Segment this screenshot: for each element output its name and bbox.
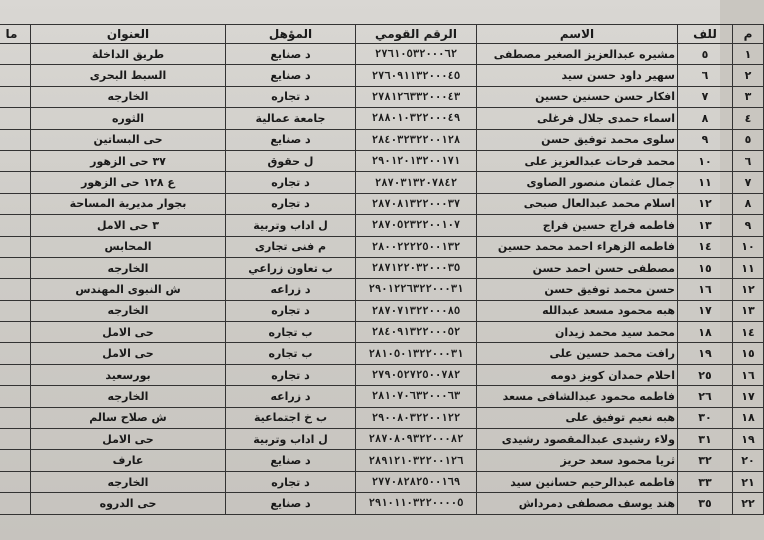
file-number-cell: ١٠: [678, 150, 733, 171]
national-id-cell: ٢٨١٠٧٠٦٣٢٠٠٠٦٣: [356, 386, 477, 407]
name-cell: مصطفى حسن احمد حسن: [477, 257, 678, 278]
file-number-cell: ١١: [678, 172, 733, 193]
qualification-cell: ب تعاون زراعي: [226, 257, 356, 278]
qualification-cell: جامعة عمالية: [226, 108, 356, 129]
name-cell: هند يوسف مصطفى دمرداش: [477, 493, 678, 514]
name-cell: احلام حمدان كويز دومه: [477, 364, 678, 385]
name-cell: سهير داود حسن سيد: [477, 65, 678, 86]
table-row: [0, 343, 764, 364]
name-cell: هبه محمود مسعد عبدالله: [477, 300, 678, 321]
extra-cell: [0, 172, 31, 193]
file-number-cell: ٧: [678, 86, 733, 107]
extra-cell: [0, 493, 31, 514]
extra-cell: [0, 129, 31, 150]
row-number-cell: ١٥: [733, 343, 764, 364]
national-id-cell: ٢٨٧٠٨١٣٢٢٠٠٠٣٧: [356, 193, 477, 214]
national-id-cell: ٢٩٠١٢٠١٣٢٠٠١٧١: [356, 150, 477, 171]
table-row: [0, 429, 764, 450]
table-row: [0, 450, 764, 471]
address-cell: الخارجه: [31, 386, 226, 407]
file-number-cell: ٣٠: [678, 407, 733, 428]
address-cell: الثوره: [31, 108, 226, 129]
table-row: [0, 279, 764, 300]
table-row: [0, 172, 764, 193]
qualification-cell: د تجاره: [226, 172, 356, 193]
national-id-cell: ٢٨٤٠٣٢٣٢٢٠٠١٢٨: [356, 129, 477, 150]
row-number-cell: ٢: [733, 65, 764, 86]
address-cell: الخارجه: [31, 471, 226, 492]
file-number-cell: ١٤: [678, 236, 733, 257]
header-national-id: الرقم القومي: [356, 25, 477, 44]
national-id-cell: ٢٨٤٠٩١٣٢٢٠٠٠٥٢: [356, 322, 477, 343]
header-number: م: [733, 25, 764, 44]
extra-cell: [0, 364, 31, 385]
address-cell: حى الامل: [31, 343, 226, 364]
name-cell: سلوى محمد توفيق حسن: [477, 129, 678, 150]
national-id-cell: ٢٩١٠١١٠٣٢٢٠٠٠٠٥: [356, 493, 477, 514]
row-number-cell: ٩: [733, 215, 764, 236]
extra-cell: [0, 450, 31, 471]
table-row: [0, 386, 764, 407]
row-number-cell: ٤: [733, 108, 764, 129]
qualification-cell: د تجاره: [226, 86, 356, 107]
header-name: الاسم: [477, 25, 678, 44]
national-id-cell: ٢٧٦٠٩١١٣٢٠٠٠٤٥: [356, 65, 477, 86]
extra-cell: [0, 193, 31, 214]
row-number-cell: ٨: [733, 193, 764, 214]
extra-cell: [0, 257, 31, 278]
national-id-cell: ٢٧٩٠٥٢٧٢٥٠٠٧٨٢: [356, 364, 477, 385]
address-cell: بجوار مديرية المساحة: [31, 193, 226, 214]
address-cell: المحابس: [31, 236, 226, 257]
file-number-cell: ٣٥: [678, 493, 733, 514]
qualification-cell: ب تجاره: [226, 343, 356, 364]
row-number-cell: ٢٢: [733, 493, 764, 514]
qualification-cell: ب خ اجتماعية: [226, 407, 356, 428]
employee-table: [0, 24, 764, 515]
qualification-cell: د تجاره: [226, 193, 356, 214]
name-cell: فاطمه فراج حسين فراج: [477, 215, 678, 236]
table-row: [0, 407, 764, 428]
national-id-cell: ٢٧٧٠٨٢٨٢٥٠٠١٦٩: [356, 471, 477, 492]
qualification-cell: د صنايع: [226, 493, 356, 514]
national-id-cell: ٢٨٧٠٣١٣٢٠٧٨٤٢: [356, 172, 477, 193]
row-number-cell: ١١: [733, 257, 764, 278]
extra-cell: [0, 300, 31, 321]
address-cell: عارف: [31, 450, 226, 471]
table-row: [0, 44, 764, 65]
address-cell: الخارجه: [31, 86, 226, 107]
name-cell: فاطمه عبدالرحيم حسانين سيد: [477, 471, 678, 492]
qualification-cell: د صنايع: [226, 44, 356, 65]
file-number-cell: ١٢: [678, 193, 733, 214]
extra-cell: [0, 44, 31, 65]
national-id-cell: ٢٧٦١٠٥٣٢٠٠٠٦٢: [356, 44, 477, 65]
table-row: [0, 322, 764, 343]
extra-cell: [0, 108, 31, 129]
address-cell: ٣ حى الامل: [31, 215, 226, 236]
file-number-cell: ٣١: [678, 429, 733, 450]
national-id-cell: ٢٨٠٠٢٢٢٢٥٠٠١٣٢: [356, 236, 477, 257]
row-number-cell: ١٠: [733, 236, 764, 257]
name-cell: محمد سيد محمد زيدان: [477, 322, 678, 343]
address-cell: الخارجه: [31, 300, 226, 321]
file-number-cell: ٢٦: [678, 386, 733, 407]
file-number-cell: ١٣: [678, 215, 733, 236]
qualification-cell: ل حقوق: [226, 150, 356, 171]
extra-cell: [0, 429, 31, 450]
file-number-cell: ١٨: [678, 322, 733, 343]
row-number-cell: ١٩: [733, 429, 764, 450]
name-cell: هبه نعيم توفيق على: [477, 407, 678, 428]
row-number-cell: ١٢: [733, 279, 764, 300]
name-cell: ثريا محمود سعد حريز: [477, 450, 678, 471]
name-cell: محمد فرحات عبدالعزيز على: [477, 150, 678, 171]
table-row: [0, 193, 764, 214]
qualification-cell: د صنايع: [226, 65, 356, 86]
row-number-cell: ١٦: [733, 364, 764, 385]
table-header-row: [0, 25, 764, 44]
qualification-cell: ل اداب وتربية: [226, 429, 356, 450]
row-number-cell: ١٨: [733, 407, 764, 428]
table-row: [0, 236, 764, 257]
qualification-cell: د زراعه: [226, 386, 356, 407]
table-row: [0, 150, 764, 171]
file-number-cell: ١٧: [678, 300, 733, 321]
table-row: [0, 129, 764, 150]
name-cell: رافت محمد حسين على: [477, 343, 678, 364]
address-cell: ش صلاح سالم: [31, 407, 226, 428]
name-cell: افكار حسن حسنين حسين: [477, 86, 678, 107]
qualification-cell: ب تجاره: [226, 322, 356, 343]
address-cell: حى الدروه: [31, 493, 226, 514]
address-cell: حى البساتين: [31, 129, 226, 150]
file-number-cell: ١٦: [678, 279, 733, 300]
national-id-cell: ٢٨٧٠٧١٣٢٢٠٠٠٨٥: [356, 300, 477, 321]
extra-cell: [0, 236, 31, 257]
national-id-cell: ٢٧٨١٢٦٣٣٢٠٠٠٤٣: [356, 86, 477, 107]
header-qualification: المؤهل: [226, 25, 356, 44]
name-cell: ولاء رشيدى عبدالمقصود رشيدى: [477, 429, 678, 450]
extra-cell: [0, 150, 31, 171]
address-cell: بورسعيد: [31, 364, 226, 385]
table-row: [0, 300, 764, 321]
row-number-cell: ٥: [733, 129, 764, 150]
national-id-cell: ٢٨٨٠١٠٣٢٢٠٠٠٤٩: [356, 108, 477, 129]
national-id-cell: ٢٨٧٠٥٢٣٢٢٠٠١٠٧: [356, 215, 477, 236]
extra-cell: [0, 322, 31, 343]
table-row: [0, 471, 764, 492]
row-number-cell: ٢٠: [733, 450, 764, 471]
national-id-cell: ٢٨٩١٢١٠٣٢٢٠٠١٢٦: [356, 450, 477, 471]
file-number-cell: ٦: [678, 65, 733, 86]
row-number-cell: ٢١: [733, 471, 764, 492]
row-number-cell: ١٧: [733, 386, 764, 407]
national-id-cell: ٢٨٧٠٨٠٩٣٢٢٠٠٠٨٢: [356, 429, 477, 450]
header-address: العنوان: [31, 25, 226, 44]
extra-cell: [0, 279, 31, 300]
row-number-cell: ٣: [733, 86, 764, 107]
address-cell: ع ١٢٨ حى الزهور: [31, 172, 226, 193]
table-row: [0, 493, 764, 514]
extra-cell: [0, 343, 31, 364]
file-number-cell: ٣٢: [678, 450, 733, 471]
qualification-cell: د تجاره: [226, 471, 356, 492]
file-number-cell: ١٩: [678, 343, 733, 364]
table-row: [0, 215, 764, 236]
extra-cell: [0, 215, 31, 236]
extra-cell: [0, 471, 31, 492]
file-number-cell: ٥: [678, 44, 733, 65]
table-row: [0, 86, 764, 107]
table-row: [0, 364, 764, 385]
national-id-cell: ٢٨١٠٥٠١٣٢٢٠٠٠٣١: [356, 343, 477, 364]
file-number-cell: ٢٥: [678, 364, 733, 385]
header-extra: ما: [0, 25, 31, 44]
address-cell: ش النبوى المهندس: [31, 279, 226, 300]
row-number-cell: ٧: [733, 172, 764, 193]
qualification-cell: د صنايع: [226, 129, 356, 150]
file-number-cell: ١٥: [678, 257, 733, 278]
name-cell: فاطمه الزهراء احمد محمد حسين: [477, 236, 678, 257]
address-cell: الخارجه: [31, 257, 226, 278]
qualification-cell: د تجاره: [226, 364, 356, 385]
address-cell: طريق الداخلة: [31, 44, 226, 65]
extra-cell: [0, 407, 31, 428]
row-number-cell: ٦: [733, 150, 764, 171]
qualification-cell: د تجاره: [226, 300, 356, 321]
national-id-cell: ٢٩٠١٢٢٦٣٢٢٠٠٠٣١: [356, 279, 477, 300]
row-number-cell: ١: [733, 44, 764, 65]
address-cell: ٣٧ حى الزهور: [31, 150, 226, 171]
name-cell: اسلام محمد عبدالعال صبحى: [477, 193, 678, 214]
name-cell: فاطمه محمود عبدالشافى مسعد: [477, 386, 678, 407]
name-cell: جمال عثمان منصور الصاوى: [477, 172, 678, 193]
extra-cell: [0, 386, 31, 407]
extra-cell: [0, 65, 31, 86]
qualification-cell: د زراعه: [226, 279, 356, 300]
row-number-cell: ١٤: [733, 322, 764, 343]
file-number-cell: ٨: [678, 108, 733, 129]
table-row: [0, 65, 764, 86]
national-id-cell: ٢٨٧١٢٢٠٣٢٠٠٠٣٥: [356, 257, 477, 278]
row-number-cell: ١٣: [733, 300, 764, 321]
table-row: [0, 108, 764, 129]
name-cell: مشيره عبدالعزيز الصغير مصطفى: [477, 44, 678, 65]
table-row: [0, 257, 764, 278]
extra-cell: [0, 86, 31, 107]
address-cell: حى الامل: [31, 322, 226, 343]
header-file: للف: [678, 25, 733, 44]
file-number-cell: ٩: [678, 129, 733, 150]
national-id-cell: ٢٩٠٠٨٠٣٢٢٠٠١٢٢: [356, 407, 477, 428]
file-number-cell: ٣٣: [678, 471, 733, 492]
name-cell: حسن محمد توفيق حسن: [477, 279, 678, 300]
qualification-cell: د صنايع: [226, 450, 356, 471]
address-cell: حى الامل: [31, 429, 226, 450]
qualification-cell: ل اداب وتربية: [226, 215, 356, 236]
qualification-cell: م فنى تجارى: [226, 236, 356, 257]
name-cell: اسماء حمدى جلال فرغلى: [477, 108, 678, 129]
address-cell: السبط البحرى: [31, 65, 226, 86]
